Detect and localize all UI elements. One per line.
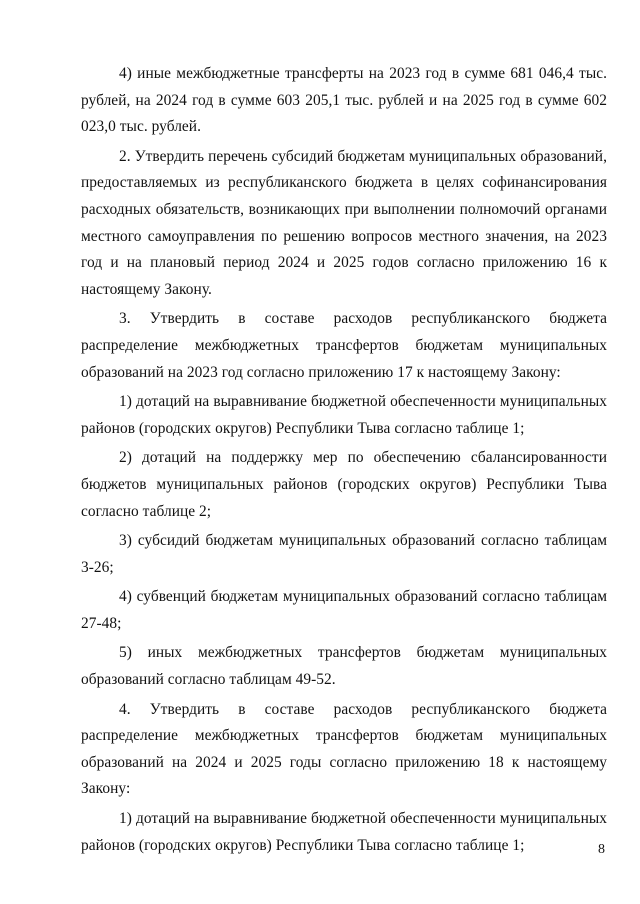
body-text [81,61,607,859]
list-item-2023-equalization: 1) дотаций на выравнивание бюджетной обеспеченности муниципальных районов (городских округов) Республики Тыва согласно таблице 1; [81,393,607,437]
paragraph-distribution-2024-2025: 4. Утвердить в составе расходов республиканского бюджета распределение межбюджетных трансфертов бюджетам муниципальных образований на 2024 и 2025 годы согласно приложению 18 к настоящему Закону: [81,700,607,798]
paragraph-subsidies-list: 2. Утвердить перечень субсидий бюджетам муниципальных образований, предоставляемых из республиканского бюджета в целях софинансирования расходных обязательств, возникающих при выполнении полномочий органами местного самоуправления по решению вопросов местного значения, на 2023 год и на плановый период 2024 и 2025 годов согласно приложению 16 к настоящему Закону. [81,147,607,298]
list-item-2023-subventions: 4) субвенций бюджетам муниципальных образований согласно таблицам 27-48; [81,588,607,632]
paragraph-distribution-2023: 3. Утвердить в составе расходов республиканского бюджета распределение межбюджетных трансфертов бюджетам муниципальных образований на 2023 год согласно приложению 17 к настоящему Закону: [81,310,607,381]
list-item-2023-balance: 2) дотаций на поддержку мер по обеспечению сбалансированности бюджетов муниципальных районов (городских округов) Республики Тыва согласно таблице 2; [81,449,607,520]
list-item-2024-equalization: 1) дотаций на выравнивание бюджетной обеспеченности муниципальных районов (городских округов) Республики Тыва согласно таблице 1; [81,810,607,854]
list-item-2023-other: 5) иных межбюджетных трансфертов бюджетам муниципальных образований согласно таблицам 49-52. [81,644,607,689]
list-item-2023-subsidies: 3) субсидий бюджетам муниципальных образований согласно таблицам 3-26; [81,532,607,576]
page-number: 8 [598,842,605,857]
paragraph-other-transfers: 4) иные межбюджетные трансферты на 2023 год в сумме 681 046,4 тыс. рублей, на 2024 год в сумме 603 205,1 тыс. рублей и на 2025 год в сумме 602 023,0 тыс. рублей. [81,65,607,136]
